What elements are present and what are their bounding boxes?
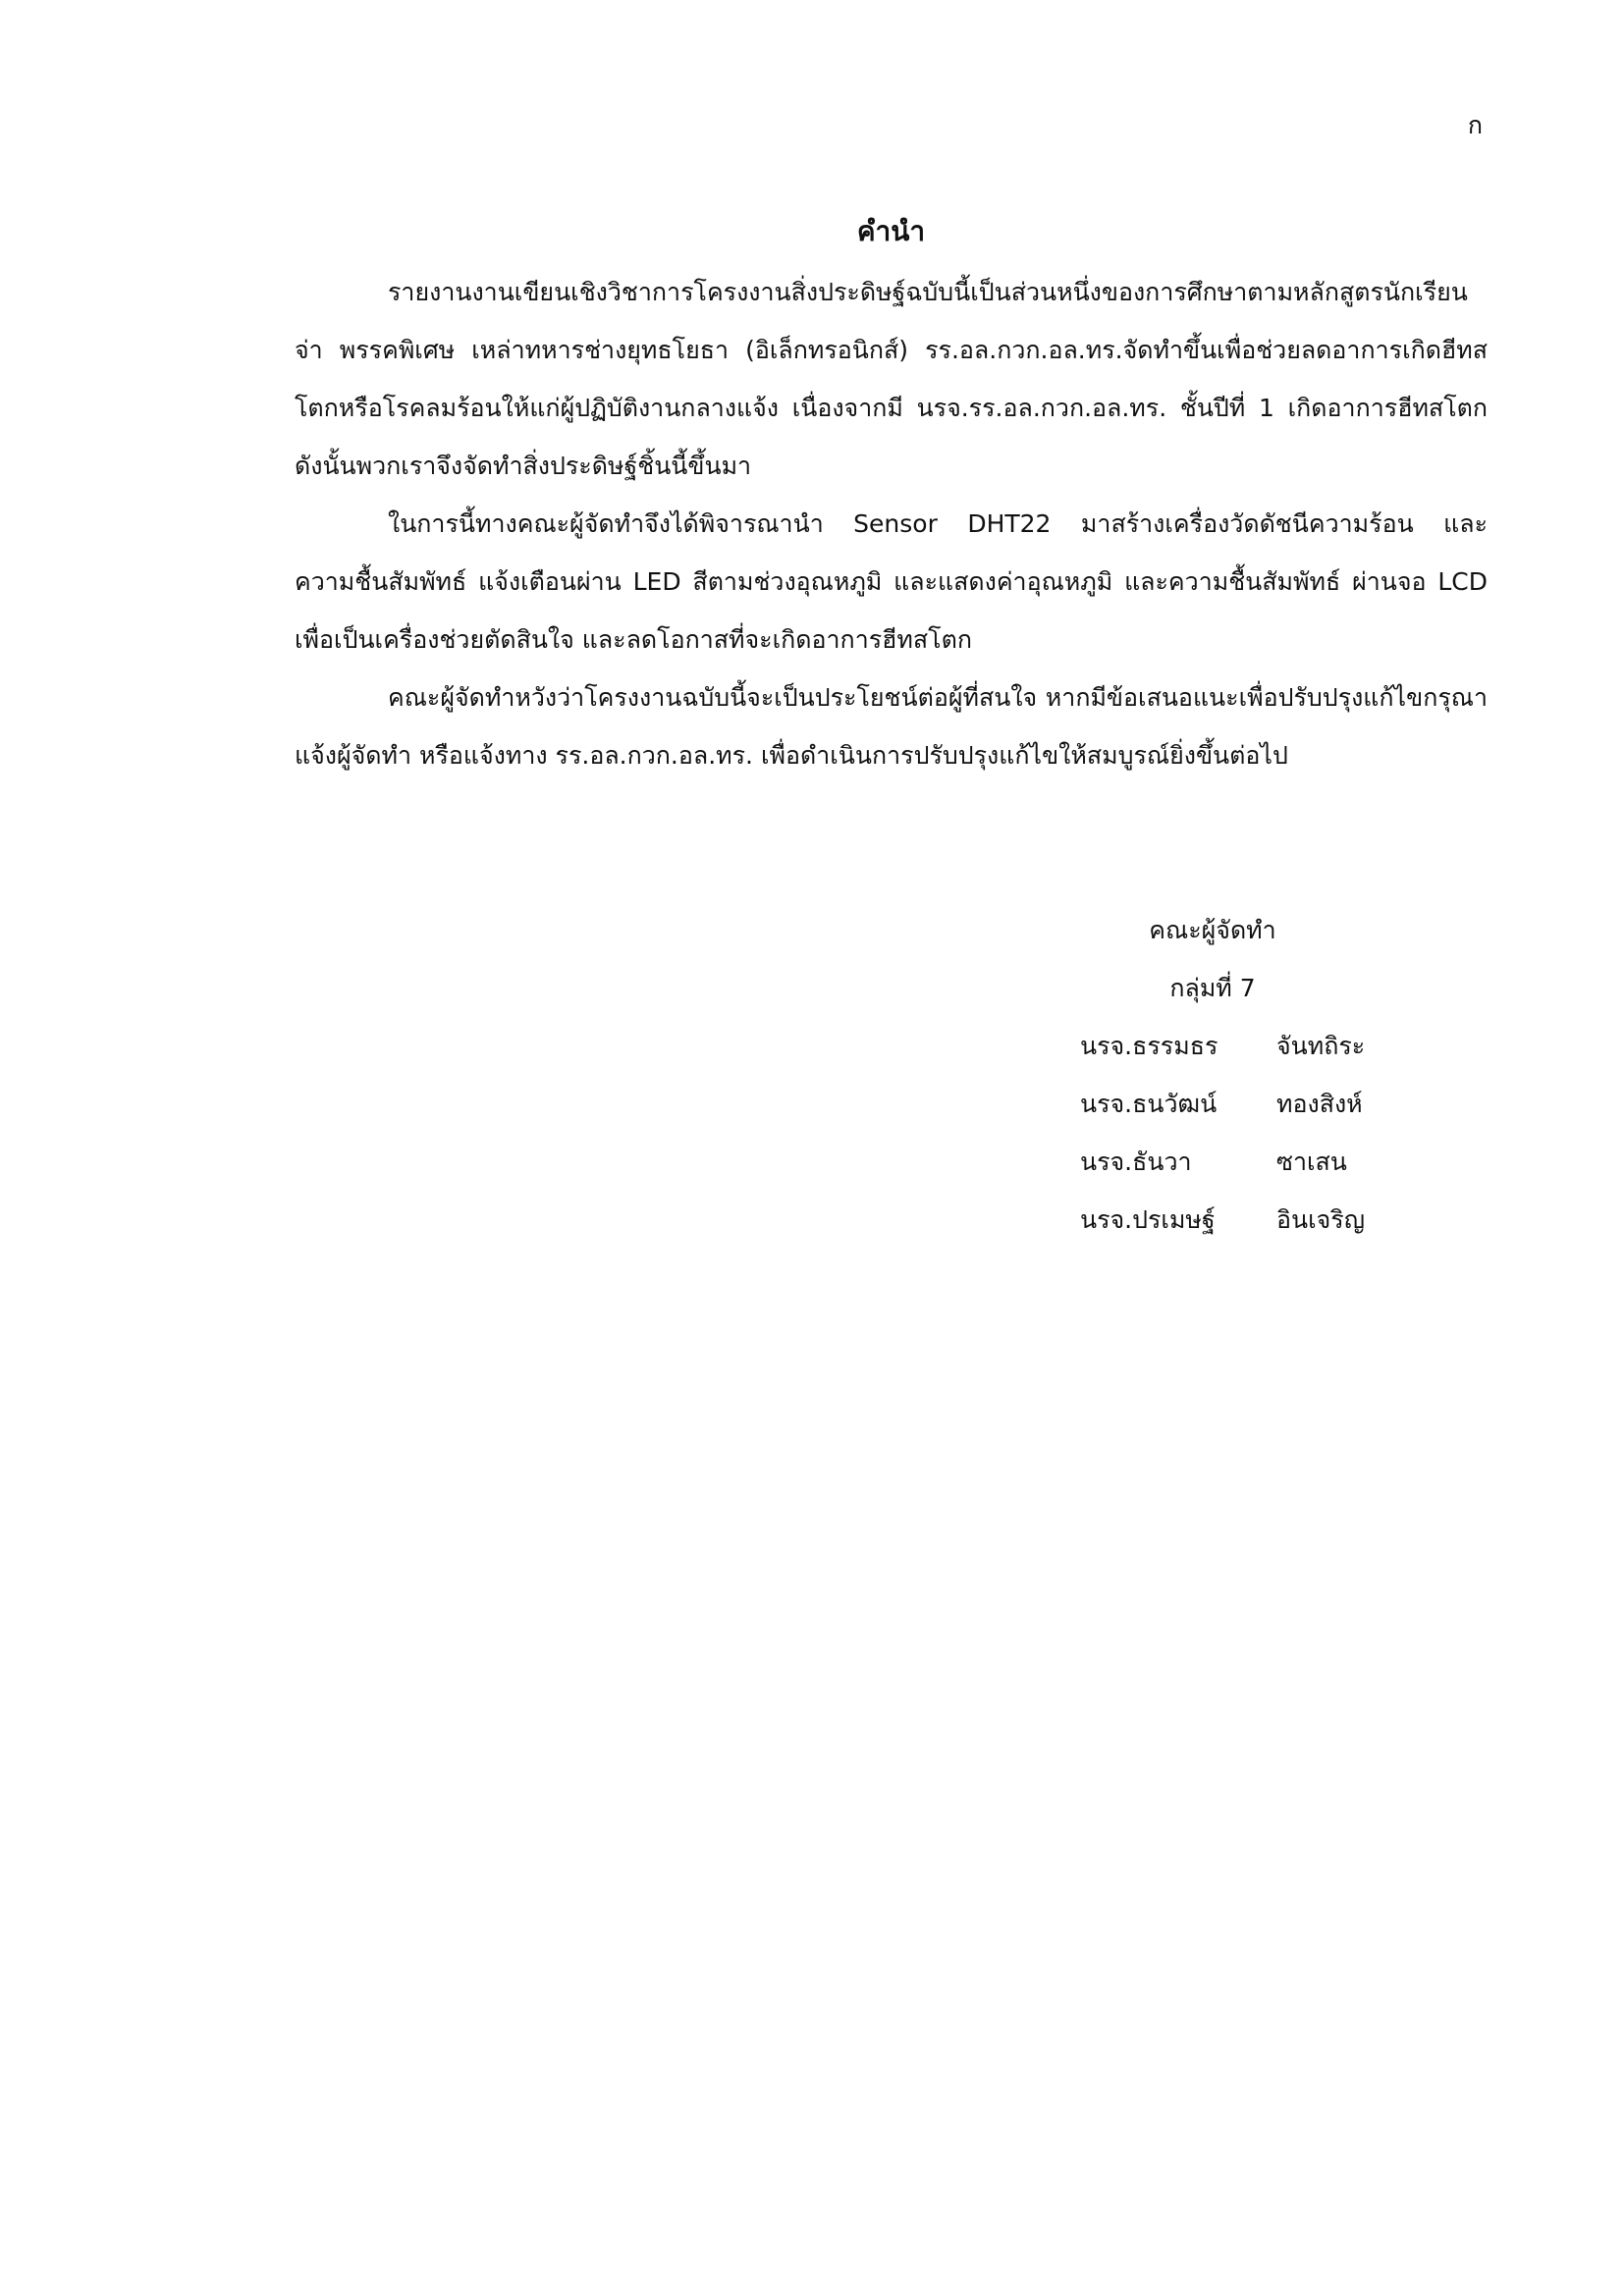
page-title: คำนำ <box>856 215 926 247</box>
member-last-name: จันทถิระ <box>1276 1032 1366 1060</box>
member-last-name: ซาเสน <box>1276 1148 1347 1176</box>
signature-block <box>1080 901 1394 1249</box>
signature-heading: คณะผู้จัดทำ <box>1149 916 1276 944</box>
preface-body <box>295 263 1488 784</box>
member-first-name: นรจ.ธรรมธร <box>1080 1032 1218 1060</box>
paragraph: ในการนี้ทางคณะผู้จัดทำจึงได้พิจารณานำ Sensor DHT22 มาสร้างเครื่องวัดดัชนีความร้อน และความชื้นสัมพัทธ์ แจ้งเตือนผ่าน LED สีตามช่วงอุณหภูมิ และแสดงค่าอุณหภูมิ และความชื้นสัมพัทธ์ ผ่านจอ LCD เพื่อเป็นเครื่องช่วยตัดสินใจ และลดโอกาสที่จะเกิดอาการฮีทสโตก <box>295 509 1488 654</box>
member-row <box>1080 1133 1394 1191</box>
member-last-name: อินเจริญ <box>1276 1205 1366 1234</box>
page-number: ก <box>1467 111 1483 139</box>
paragraph: คณะผู้จัดทำหวังว่าโครงงานฉบับนี้จะเป็นประโยชน์ต่อผู้ที่สนใจ หากมีข้อเสนอแนะเพื่อปรับปรุงแก้ไขกรุณาแจ้งผู้จัดทำ หรือแจ้งทาง รร.อล.กวก.อล.ทร. เพื่อดำเนินการปรับปรุงแก้ไขให้สมบูรณ์ยิ่งขึ้นต่อไป <box>295 683 1488 770</box>
signature-group: กลุ่มที่ 7 <box>1169 974 1256 1002</box>
member-first-name: นรจ.ธันวา <box>1080 1148 1192 1176</box>
member-first-name: นรจ.ธนวัฒน์ <box>1080 1090 1218 1118</box>
member-first-name: นรจ.ปรเมษฐ์ <box>1080 1205 1216 1234</box>
member-row <box>1080 1191 1394 1249</box>
member-row <box>1080 1017 1394 1075</box>
member-row <box>1080 1075 1394 1133</box>
member-last-name: ทองสิงห์ <box>1276 1090 1363 1118</box>
paragraph: รายงานงานเขียนเชิงวิชาการโครงงานสิ่งประดิษฐ์ฉบับนี้เป็นส่วนหนึ่งของการศึกษาตามหลักสูตรนักเรียนจ่า พรรคพิเศษ เหล่าทหารช่างยุทธโยธา (อิเล็กทรอนิกส์) รร.อล.กวก.อล.ทร.จัดทำขึ้นเพื่อช่วยลดอาการเกิดฮีทสโตกหรือโรคลมร้อนให้แก่ผู้ปฏิบัติงานกลางแจ้ง เนื่องจากมี นรจ.รร.อล.กวก.อล.ทร. ชั้นปีที่ 1 เกิดอาการฮีทสโตก ดังนั้นพวกเราจึงจัดทำสิ่งประดิษฐ์ชิ้นนี้ขึ้นมา <box>295 278 1488 480</box>
